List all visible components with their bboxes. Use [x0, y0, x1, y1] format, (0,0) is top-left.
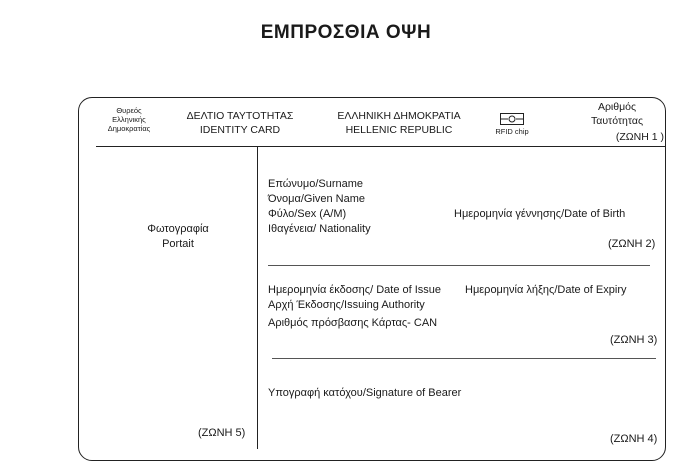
date-of-birth-field-label: Ημερομηνία γέννησης/Date of Birth [454, 208, 626, 220]
nationality-field-label: Ιθαγένεια/ Nationality [268, 223, 371, 235]
issuing-authority-field-label: Αρχή Έκδοσης/Issuing Authority [268, 299, 425, 311]
photo-label-english: Portait [162, 238, 194, 250]
id-number-label [572, 100, 662, 128]
zone-4-label: (ΖΩΝΗ 4) [610, 433, 658, 445]
id-number-line-2: Ταυτότητας [590, 115, 644, 127]
page-title: ΕΜΠΡΟΣΘΙΑ ΟΨΗ [260, 22, 432, 43]
document-type-english: IDENTITY CARD [199, 124, 281, 136]
document-type-label [170, 109, 310, 137]
date-of-expiry-field-label: Ημερομηνία λήξης/Date of Expiry [465, 284, 627, 296]
signature-field-label: Υπογραφή κατόχου/Signature of Bearer [268, 387, 462, 399]
header-divider [96, 146, 666, 147]
can-field-label: Αριθμός πρόσβασης Κάρτας- CAN [268, 317, 438, 329]
photo-divider [257, 146, 258, 449]
coat-of-arms-line-3: Δημοκρατίας [107, 124, 151, 133]
zone-2-label: (ΖΩΝΗ 2) [608, 238, 656, 250]
rfid-chip-label: RFID chip [495, 127, 529, 136]
sex-field-label: Φύλο/Sex (A/M) [268, 208, 347, 220]
zone-3-label: (ΖΩΝΗ 3) [610, 334, 658, 346]
coat-of-arms-line-1: Θυρεός [116, 106, 142, 115]
id-card-front [78, 97, 666, 461]
document-type-greek: ΔΕΛΤΙΟ ΤΑΥΤΟΤΗΤΑΣ [186, 110, 294, 122]
zone-5-label: (ΖΩΝΗ 5) [198, 427, 246, 439]
date-of-issue-field-label: Ημερομηνία έκδοσης/ Date of Issue [268, 284, 442, 296]
photo-label-greek: Φωτογραφία [147, 223, 209, 235]
republic-label [324, 109, 474, 137]
rfid-chip-icon [500, 113, 524, 125]
zone-2-separator [268, 265, 650, 266]
republic-english: HELLENIC REPUBLIC [345, 124, 453, 136]
surname-field-label: Επώνυμο/Surname [268, 178, 364, 190]
coat-of-arms-label [100, 106, 158, 133]
photo-area [130, 222, 226, 252]
zone-1-label: (ΖΩΝΗ 1 ) [615, 131, 664, 143]
coat-of-arms-line-2: Ελληνικής [112, 115, 146, 124]
id-number-line-1: Αριθμός [597, 101, 637, 113]
zone-3-separator [272, 358, 656, 359]
republic-greek: ΕΛΛΗΝΙΚΗ ΔΗΜΟΚΡΑΤΙΑ [337, 110, 461, 122]
given-name-field-label: Όνομα/Given Name [268, 193, 366, 205]
